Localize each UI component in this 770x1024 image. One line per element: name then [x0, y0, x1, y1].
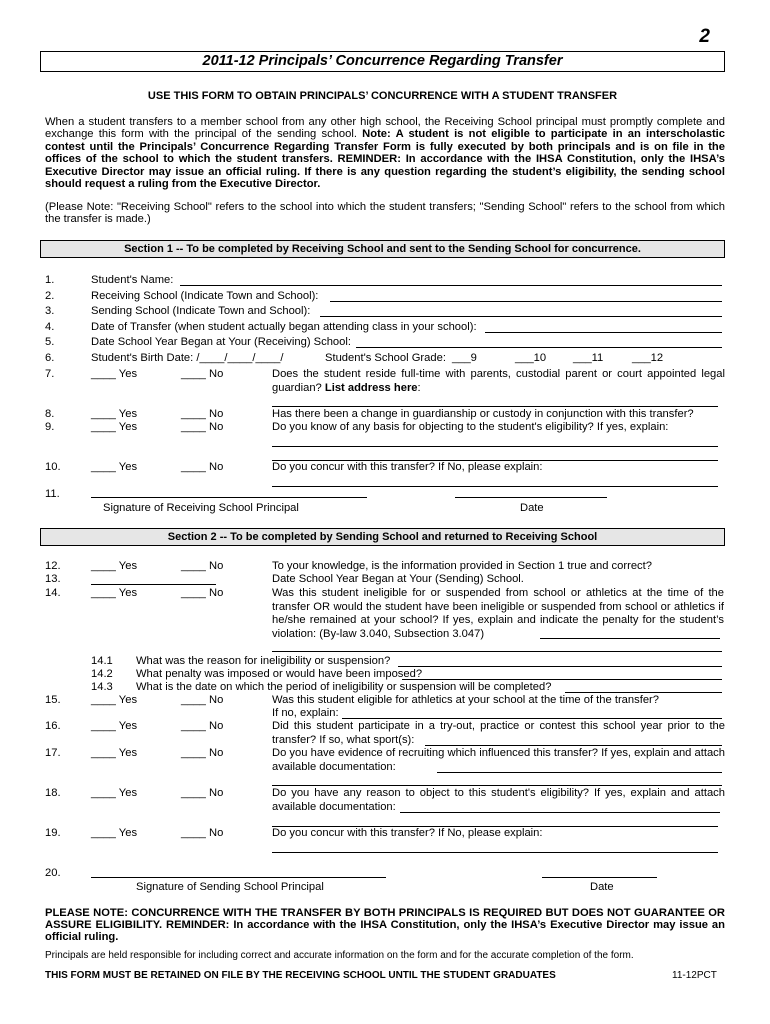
item-number: 4. — [45, 321, 55, 333]
retention-note: THIS FORM MUST BE RETAINED ON FILE BY THE RECEIVING SCHOOL UNTIL THE STUDENT GRADUATES — [45, 970, 556, 981]
yes-option[interactable]: ____ Yes — [91, 720, 138, 732]
grade-label: Student's School Grade: — [325, 352, 446, 364]
item-number: 14.2 — [91, 668, 113, 680]
objection-field[interactable] — [400, 812, 720, 813]
section-1-header: Section 1 -- To be completed by Receiving School and sent to the Sending School for concurrence. — [40, 240, 725, 258]
item-number: 16. — [45, 720, 61, 732]
grade-10-option[interactable]: ___10 — [515, 352, 547, 364]
explain-line[interactable] — [272, 852, 718, 853]
item-number: 17. — [45, 747, 61, 759]
receiving-date-label: Date — [520, 502, 544, 514]
violation-field[interactable] — [540, 638, 720, 639]
sending-date-field[interactable] — [542, 877, 657, 878]
form-code: 11-12PCT — [672, 970, 717, 981]
receiving-year-began-field[interactable] — [356, 347, 722, 348]
responsibility-note: Principals are held responsible for including correct and accurate information on the form and for the accurate completion of the form. — [45, 950, 634, 961]
item-number: 18. — [45, 787, 61, 799]
item-number: 8. — [45, 408, 55, 420]
form-subtitle: USE THIS FORM TO OBTAIN PRINCIPALS’ CONCURRENCE WITH A STUDENT TRANSFER — [147, 90, 618, 102]
question-15-explain: If no, explain: — [272, 707, 339, 719]
no-option[interactable]: ____ No — [181, 560, 224, 572]
item-number: 9. — [45, 421, 55, 433]
section-2-header: Section 2 -- To be completed by Sending School and returned to Receiving School — [40, 528, 725, 546]
yes-option[interactable]: ____ Yes — [91, 827, 138, 839]
intro-text: When a student transfers to a member school from any other high school, the Receiving School principal must promptly complete and exchange this form with the principal of the sending school. — [45, 116, 725, 141]
reason-field[interactable] — [398, 666, 722, 667]
item-number: 14.3 — [91, 681, 113, 693]
grade-11-option[interactable]: ___11 — [573, 352, 604, 364]
no-option[interactable]: ____ No — [181, 747, 224, 759]
receiving-year-began-label: Date School Year Began at Your (Receiving) School: — [91, 336, 351, 348]
no-option[interactable]: ____ No — [181, 720, 224, 732]
no-option[interactable]: ____ No — [181, 587, 224, 599]
sending-signature-field[interactable] — [91, 877, 386, 878]
yes-option[interactable]: ____ Yes — [91, 408, 138, 420]
item-number: 6. — [45, 352, 55, 364]
receiving-signature-label: Signature of Receiving School Principal — [103, 502, 299, 514]
question-12: To your knowledge, is the information provided in Section 1 true and correct? — [272, 560, 652, 572]
item-number: 19. — [45, 827, 61, 839]
no-option[interactable]: ____ No — [181, 408, 224, 420]
recruiting-field[interactable] — [437, 772, 722, 773]
no-option[interactable]: ____ No — [181, 368, 224, 380]
no-option[interactable]: ____ No — [181, 787, 224, 799]
yes-option[interactable]: ____ Yes — [91, 368, 138, 380]
item-number: 15. — [45, 694, 61, 706]
question-14-2: What penalty was imposed or would have been imposed? — [136, 668, 423, 680]
explain-line[interactable] — [272, 446, 718, 447]
question-19: Do you concur with this transfer? If No, please explain: — [272, 827, 543, 839]
page-number: 2 — [699, 26, 710, 47]
grade-9-option[interactable]: ___9 — [452, 352, 477, 364]
question-14: Was this student ineligible for or suspended from school or athletics at the time of the transfer OR would the student have been ineligible or suspended from school or athletics if he/she remained at your school? If yes, explain and indicate the penalty for the student’s violation: (By-law 3.040, Subsection 3.047) — [272, 587, 724, 640]
address-field[interactable] — [272, 406, 718, 407]
yes-option[interactable]: ____ Yes — [91, 694, 138, 706]
birth-date-field[interactable]: Student's Birth Date: /____/____/____/ — [91, 352, 284, 364]
item-number: 3. — [45, 305, 55, 317]
yes-option[interactable]: ____ Yes — [91, 560, 138, 572]
receiving-school-label: Receiving School (Indicate Town and School): — [91, 290, 319, 302]
yes-option[interactable]: ____ Yes — [91, 587, 138, 599]
sending-school-label: Sending School (Indicate Town and School): — [91, 305, 311, 317]
item-number: 12. — [45, 560, 61, 572]
sports-field[interactable] — [425, 745, 722, 746]
list-address-label: List address here — [324, 381, 418, 394]
no-option[interactable]: ____ No — [181, 827, 224, 839]
explain-line[interactable] — [342, 718, 722, 719]
students-name-field[interactable] — [180, 285, 722, 286]
no-option[interactable]: ____ No — [181, 421, 224, 433]
question-17: Do you have evidence of recruiting which influenced this transfer? If yes, explain and attach available documentation: — [272, 747, 725, 773]
question-7 — [272, 368, 725, 395]
please-note-paragraph: (Please Note: "Receiving School" refers to the school into which the student transfers; "Sending School" refers to the school from which the transfer is made.) — [45, 201, 725, 226]
item-number: 2. — [45, 290, 55, 302]
receiving-school-field[interactable] — [330, 301, 722, 302]
receiving-signature-field[interactable] — [91, 497, 367, 498]
students-name-label: Student's Name: — [91, 274, 174, 286]
intro-note: Note: A student is not eligible to participate in an interscholastic contest until the Principals’ Concurrence Regarding Transfer Form is fully executed by both principals and is on file in the offices of the school to which the student transfers. REMINDER: In accordance with the IHSA Constitution, only the IHSA’s Executive Director may issue an official ruling. If there is any question regarding the student’s eligibility, the sending school should request a ruling from the Executive Director. — [45, 128, 725, 191]
question-13: Date School Year Began at Your (Sending) School. — [272, 573, 524, 585]
yes-option[interactable]: ____ Yes — [91, 787, 138, 799]
intro-paragraph — [45, 116, 725, 190]
question-16: Did this student participate in a try-out, practice or contest this school year prior to the transfer? If so, what sport(s): — [272, 720, 725, 746]
grade-12-option[interactable]: ___12 — [632, 352, 664, 364]
explain-line[interactable] — [272, 651, 722, 652]
no-option[interactable]: ____ No — [181, 461, 224, 473]
question-15: Was this student eligible for athletics at your school at the time of the transfer? — [272, 694, 659, 706]
question-14-1: What was the reason for ineligibility or suspension? — [136, 655, 391, 667]
colon: : — [417, 381, 421, 394]
explain-line[interactable] — [272, 486, 718, 487]
item-number: 5. — [45, 336, 55, 348]
sending-date-label: Date — [590, 881, 614, 893]
form-title: 2011-12 Principals’ Concurrence Regarding Transfer — [40, 51, 725, 72]
question-8: Has there been a change in guardianship or custody in conjunction with this transfer? — [272, 408, 694, 420]
question-7-text: Does the student reside full-time with parents, custodial parent or court appointed legal guardian? — [272, 368, 725, 394]
no-option[interactable]: ____ No — [181, 694, 224, 706]
item-number: 11. — [45, 488, 60, 500]
explain-line[interactable] — [272, 785, 722, 786]
item-number: 1. — [45, 274, 55, 286]
question-10: Do you concur with this transfer? If No, please explain: — [272, 461, 543, 473]
question-14-3: What is the date on which the period of ineligibility or suspension will be completed? — [136, 681, 552, 693]
sending-year-began-field[interactable] — [91, 584, 216, 585]
sending-signature-label: Signature of Sending School Principal — [136, 881, 324, 893]
item-number: 10. — [45, 461, 61, 473]
item-number: 20. — [45, 867, 61, 879]
question-9: Do you know of any basis for objecting to the student's eligibility? If yes, explain: — [272, 421, 669, 433]
item-number: 14. — [45, 587, 61, 599]
sending-school-field[interactable] — [320, 316, 722, 317]
item-number: 14.1 — [91, 655, 113, 667]
question-18: Do you have any reason to object to this student's eligibility? If yes, explain and attach available documentation: — [272, 787, 725, 813]
completion-date-field[interactable] — [565, 692, 722, 693]
date-of-transfer-label: Date of Transfer (when student actually began attending class in your school): — [91, 321, 477, 333]
item-number: 7. — [45, 368, 55, 380]
yes-option[interactable]: ____ Yes — [91, 747, 138, 759]
receiving-date-field[interactable] — [455, 497, 607, 498]
yes-option[interactable]: ____ Yes — [91, 421, 138, 433]
date-of-transfer-field[interactable] — [485, 332, 722, 333]
item-number: 13. — [45, 573, 61, 585]
yes-option[interactable]: ____ Yes — [91, 461, 138, 473]
concurrence-note: PLEASE NOTE: CONCURRENCE WITH THE TRANSFER BY BOTH PRINCIPALS IS REQUIRED BUT DOES NOT GUARANTEE OR ASSURE ELIGIBILITY. REMINDER: In accordance with the IHSA Constitution, only the IHSA’s Executive Director may issue an official ruling. — [45, 907, 725, 943]
penalty-field[interactable] — [402, 679, 722, 680]
